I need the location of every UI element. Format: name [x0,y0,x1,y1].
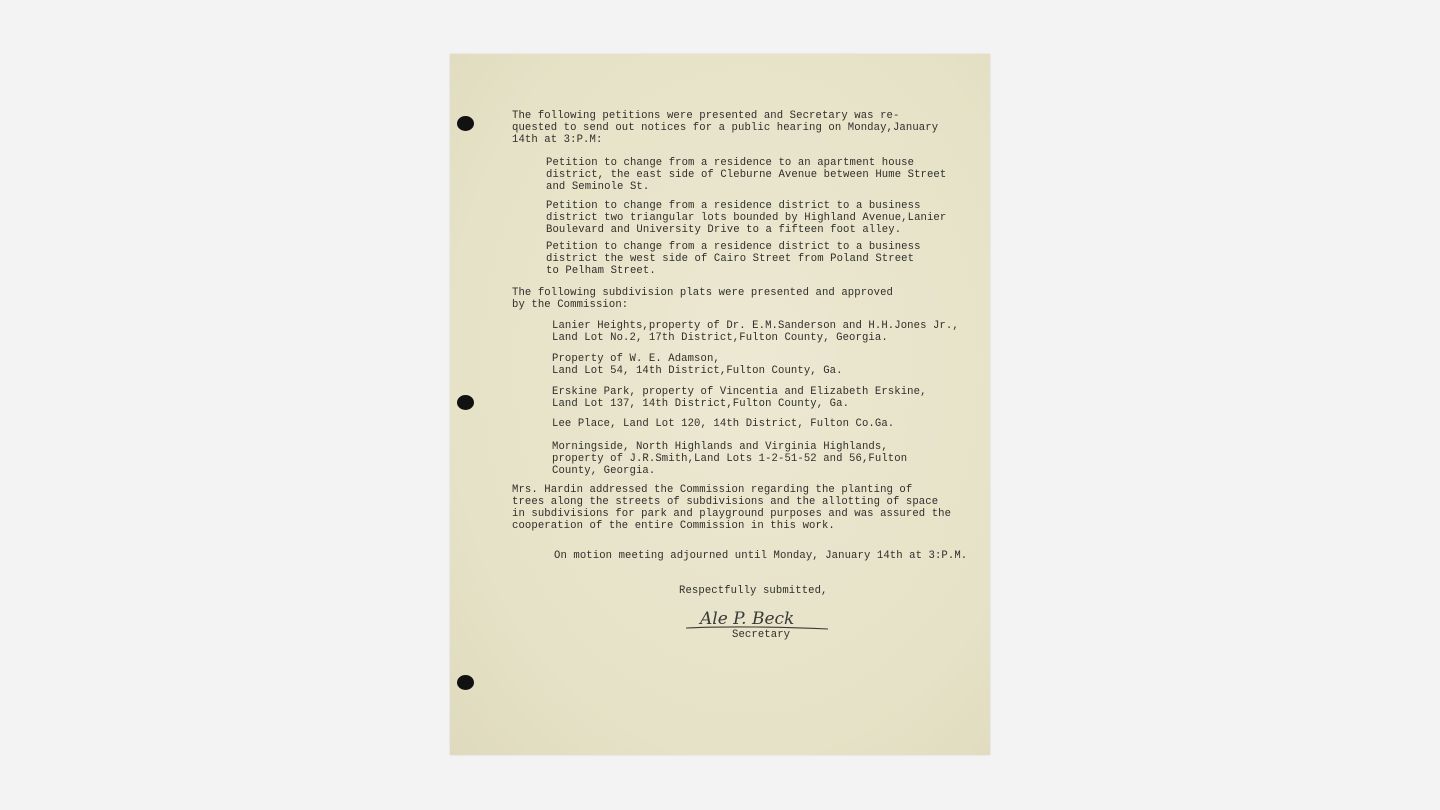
plats-intro: The following subdivision plats were presented and approved by the Commission: [512,287,893,311]
adjournment-line: On motion meeting adjourned until Monday, January 14th at 3:P.M. [554,550,968,562]
punch-hole [457,116,474,131]
petition-item: Petition to change from a residence district to a business district the west side of Cairo Street from Poland Street to Pelham Street. [546,241,921,277]
plat-item: Lee Place, Land Lot 120, 14th District, Fulton Co.Ga. [552,418,895,430]
plat-item: Morningside, North Highlands and Virginia Highlands, property of J.R.Smith,Land Lots 1-2-51-52 and 56,Fulton County, Georgia. [552,441,908,477]
petitions-intro: The following petitions were presented and Secretary was re- quested to send out notices for a public hearing on Monday,January 14th at 3:P.M: [512,110,939,146]
punch-hole [457,675,474,690]
document-page [450,54,990,755]
secretary-label: Secretary [732,629,791,641]
petition-item: Petition to change from a residence district to a business district two triangular lots bounded by Highland Avenue,Lanier Boulevard and University Drive to a fifteen foot alley. [546,200,947,236]
plat-item: Lanier Heights,property of Dr. E.M.Sanderson and H.H.Jones Jr., Land Lot No.2, 17th District,Fulton County, Georgia. [552,320,959,344]
punch-hole [457,395,474,410]
petition-item: Petition to change from a residence to an apartment house district, the east side of Cleburne Avenue between Hume Street and Seminole St. [546,157,947,193]
plat-item: Erskine Park, property of Vincentia and Elizabeth Erskine, Land Lot 137, 14th District,Fulton County, Ga. [552,386,927,410]
plat-item: Property of W. E. Adamson, Land Lot 54, 14th District,Fulton County, Ga. [552,353,843,377]
closing-line: Respectfully submitted, [679,585,828,597]
hardin-paragraph: Mrs. Hardin addressed the Commission regarding the planting of trees along the streets of subdivisions and the allotting of space in subdivisions for park and playground purposes and was assured the cooperation of the entire Commission in this work. [512,484,952,532]
signature-text: Ale P. Beck [700,609,795,629]
